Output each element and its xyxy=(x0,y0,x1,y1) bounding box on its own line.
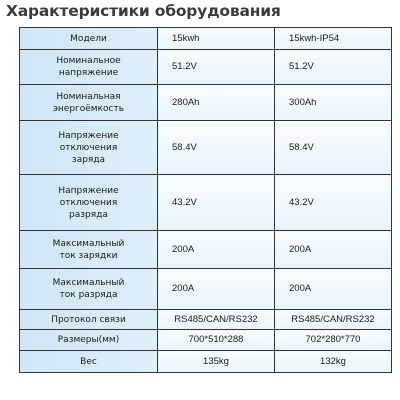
row-value-15kwh-ip54: 200A xyxy=(275,269,392,310)
table-row xyxy=(20,231,392,269)
table-row xyxy=(20,330,392,351)
row-value-15kwh-ip54: 51.2V xyxy=(275,50,392,85)
row-label-max-discharge-current: Максимальный ток разряда xyxy=(20,269,158,310)
row-value-15kwh: 200A xyxy=(158,231,275,269)
row-value-15kwh: 280Ah xyxy=(158,85,275,121)
row-label-dimensions: Размеры(мм) xyxy=(20,330,158,351)
row-value-15kwh: 51.2V xyxy=(158,50,275,85)
row-label-communication-protocol: Протокол связи xyxy=(20,310,158,330)
header-models: Модели xyxy=(20,28,158,50)
table-row xyxy=(20,85,392,121)
row-value-15kwh: 200A xyxy=(158,269,275,310)
row-value-15kwh-ip54: 300Ah xyxy=(275,85,392,121)
row-label-weight: Вес xyxy=(20,351,158,373)
table-header-row xyxy=(20,28,392,50)
row-value-15kwh: 135kg xyxy=(158,351,275,373)
row-label-discharge-cutoff-voltage: Напряжение отключения разряда xyxy=(20,175,158,231)
row-value-15kwh-ip54: RS485/CAN/RS232 xyxy=(275,310,392,330)
table-row xyxy=(20,121,392,175)
row-label-charge-cutoff-voltage: Напряжение отключения заряда xyxy=(20,121,158,175)
row-value-15kwh-ip54: 58.4V xyxy=(275,121,392,175)
row-value-15kwh: RS485/CAN/RS232 xyxy=(158,310,275,330)
header-model-15kwh: 15kwh xyxy=(158,28,275,50)
row-label-nominal-capacity: Номинальная энергоёмкость xyxy=(20,85,158,121)
row-value-15kwh-ip54: 132kg xyxy=(275,351,392,373)
row-value-15kwh-ip54: 702*280*770 xyxy=(275,330,392,351)
table-row xyxy=(20,269,392,310)
row-value-15kwh: 58.4V xyxy=(158,121,275,175)
table-row xyxy=(20,50,392,85)
row-value-15kwh: 700*510*288 xyxy=(158,330,275,351)
table-row xyxy=(20,310,392,330)
row-value-15kwh-ip54: 43.2V xyxy=(275,175,392,231)
header-model-15kwh-ip54: 15kwh-IP54 xyxy=(275,28,392,50)
table-row xyxy=(20,175,392,231)
table-row xyxy=(20,351,392,373)
specs-table xyxy=(19,27,392,373)
page-title: Характеристики оборудования xyxy=(6,2,281,20)
row-label-max-charge-current: Максимальный ток зарядки xyxy=(20,231,158,269)
row-value-15kwh-ip54: 200A xyxy=(275,231,392,269)
row-value-15kwh: 43.2V xyxy=(158,175,275,231)
row-label-nominal-voltage: Номинальное напряжение xyxy=(20,50,158,85)
